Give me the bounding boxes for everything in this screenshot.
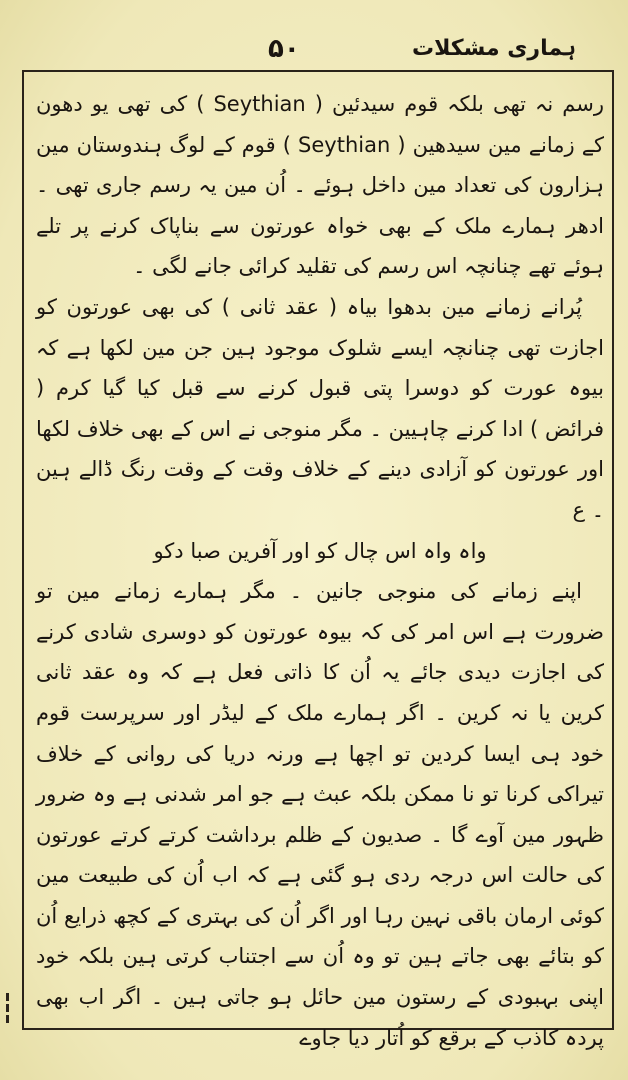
paragraph-3: اپنے زمانے کی منوجی جانین ۔ مگر ہمارے زمانے مین تو ضرورت ہے اس امر کی کہ بیوہ عورتون کو دوسری شادی کرنے کی اجازت دیدی جائے یہ اُن کا ذاتی فعل ہے کہ وہ عقد ثانی کرین یا نہ کرین ۔ اگر ہمارے ملک کے لیڈر اور سرپرست قوم خود ہی ایسا کردین تو اچھا ہے ورنہ دریا کی روانی کے خلاف تیراکی کرنا تو نا ممکن بلکہ عبث ہے جو امر شدنی ہے وہ ضرور ظہور مین آوے گا ۔ صدیون کے ظلم برداشت کرتے کرتے عورتون کی حالت اس درجہ ردی ہو گئی ہے کہ اب اُن کی طبیعت مین کوئی ارمان باقی نہین رہا اور اگر اُن کی بہتری کے کچھ ذرایع اُن کو بتائے بھی جاتے ہین تو وہ اُن سے اجتناب کرتی ہین بلکہ خود اپنی بہبودی کے رستون مین حائل ہو جاتی ہین ۔ اگر اب بھی پردہ کاذب کے برقع کو اُتار دیا جاوے xyxy=(36,579,604,1050)
paragraph-1: رسم نہ تھی بلکہ قوم سیدئین ( Seythian ) کی تھی یو دھون کے زمانے مین سیدھین ( Seythian ) قوم کے لوگ ہندوستان مین ہزارون کی تعداد مین داخل ہوئے ۔ اُن مین یہ رسم جاری تھی ۔ ادھر ہمارے ملک کے بھی خواہ عورتون سے بناپاک کرنے پر تلے ہوئے تھے چنانچہ اس رسم کی تقلید کرائی جانے لگی ۔ xyxy=(36,92,605,279)
verse-line: واہ واہ اس چال کو اور آفرین صبا دکو xyxy=(153,538,487,563)
running-title: ہماری مشکلات xyxy=(411,36,576,61)
paragraph-2: پُرانے زمانے مین بدھوا بیاہ ( عقد ثانی ) کی بھی عورتون کو اجازت تھی چنانچہ ایسے شلوک موجود ہین جن مین لکھا ہے کہ بیوہ عورت کو دوسرا پتی قبول کرنے سے قبل کیا گیا کرم ( فرائض ) ادا کرنے چاہیین ۔ مگر منوجی نے اس کے بھی خلاف لکھا اور عورتون کو آزادی دینے کے خلاف وقت کے وقت رنگ ڈالے ہین ۔ ع xyxy=(36,294,604,522)
body-text xyxy=(36,84,604,1058)
page-number: ۵۰ xyxy=(268,34,300,64)
margin-marks xyxy=(2,990,16,1030)
page-header xyxy=(0,34,628,64)
